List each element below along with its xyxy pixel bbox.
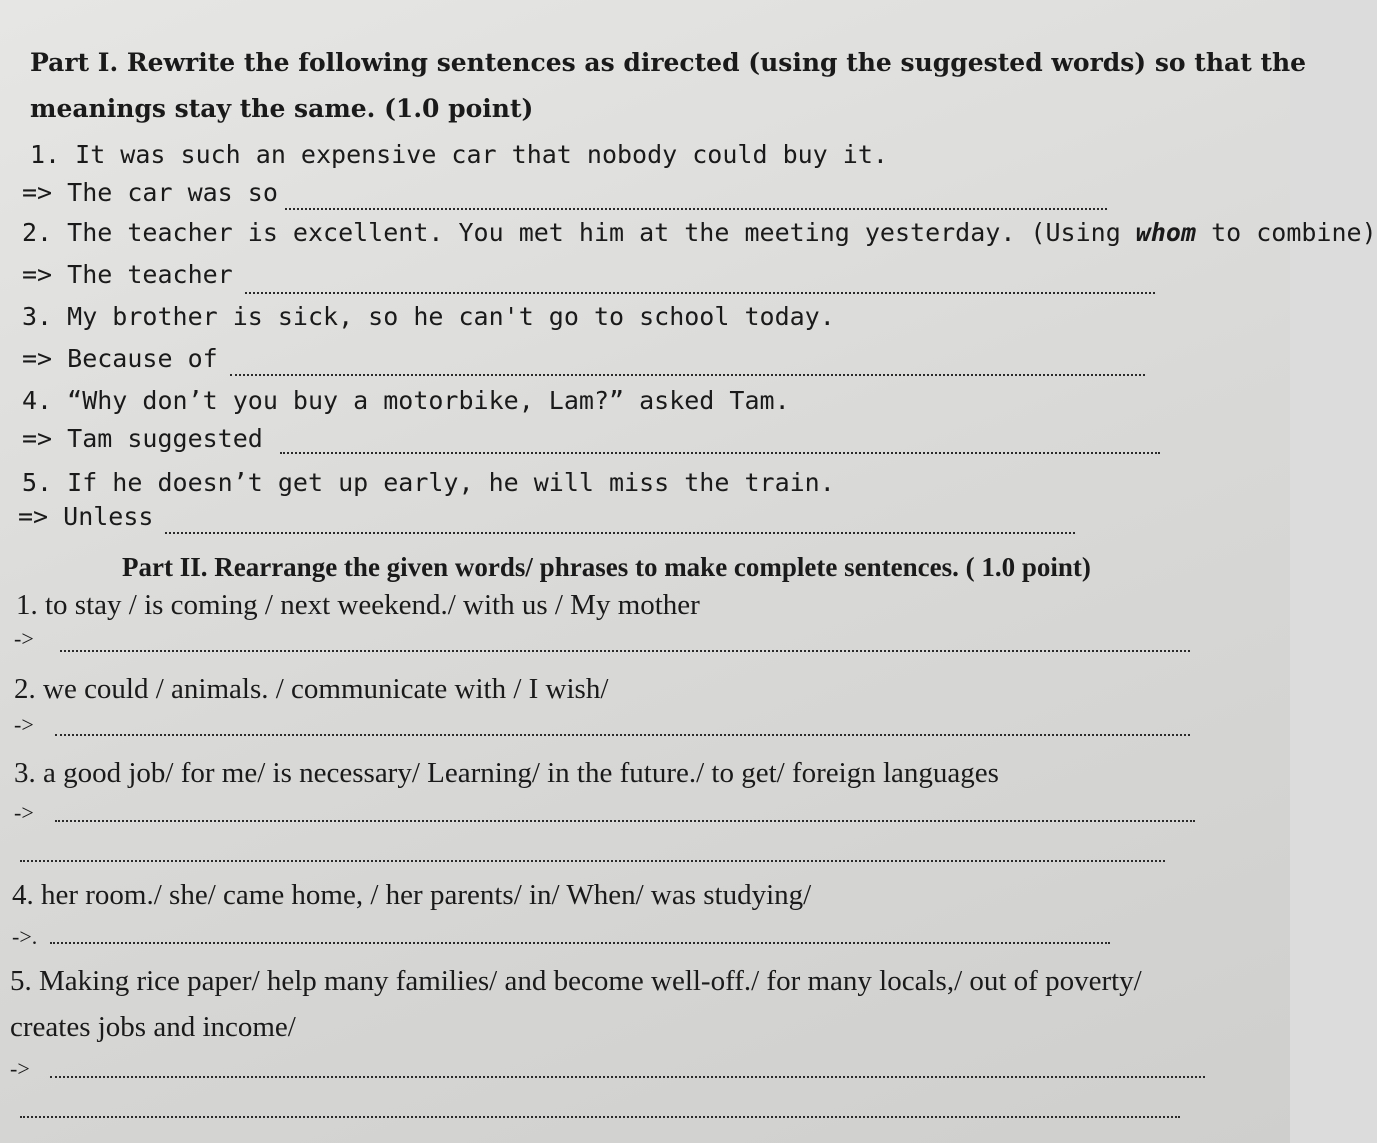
part2-question-1: 1. to stay / is coming / next weekend./ with us / My mother (16, 589, 700, 621)
arrow-prompt-2: -> (14, 712, 34, 737)
part1-answer-prompt-2: => The teacher (22, 260, 233, 289)
part1-answer-prompt-5: => Unless (18, 502, 154, 531)
part1-answer-prompt-1: => The car was so (22, 178, 278, 207)
arrow-prompt-1: -> (14, 626, 34, 651)
part2-question-5-line2: creates jobs and income/ (10, 1011, 296, 1043)
rearrange-answer-line-4 (50, 942, 1110, 944)
question-2-text: 2. The teacher is excellent. You met him at the meeting yesterday. (Using (22, 218, 1136, 247)
rearrange-answer-line-1 (60, 650, 1190, 652)
arrow-prompt-3: -> (14, 800, 34, 825)
part1-question-4: 4. “Why don’t you buy a motorbike, Lam?” asked Tam. (22, 386, 790, 415)
rearrange-answer-line-3a (55, 820, 1195, 822)
part1-question-1: 1. It was such an expensive car that nobody could buy it. (30, 140, 888, 169)
rearrange-answer-line-5b (20, 1116, 1180, 1118)
part1-heading-line2: meanings stay the same. (1.0 point) (30, 94, 534, 123)
part2-question-3: 3. a good job/ for me/ is necessary/ Learning/ in the future./ to get/ foreign languages (14, 757, 999, 789)
rearrange-answer-line-3b (20, 860, 1165, 862)
part2-question-4: 4. her room./ she/ came home, / her parents/ in/ When/ was studying/ (12, 879, 812, 911)
part1-question-2 (22, 216, 1377, 250)
question-2-text-end: to combine) (1196, 218, 1377, 247)
arrow-prompt-5: -> (10, 1056, 30, 1081)
part1-answer-prompt-4: => Tam suggested (22, 424, 263, 453)
part2-question-2: 2. we could / animals. / communicate with / I wish/ (14, 673, 609, 705)
answer-line-3 (230, 374, 1145, 376)
part1-heading-line1: Part I. Rewrite the following sentences as directed (using the suggested words) so that the (30, 48, 1307, 77)
question-2-keyword: whom (1135, 218, 1197, 247)
answer-line-2 (245, 292, 1155, 294)
part1-answer-prompt-3: => Because of (22, 344, 218, 373)
rearrange-answer-line-5a (50, 1076, 1205, 1078)
answer-line-4 (280, 452, 1160, 454)
arrow-prompt-4: ->. (12, 924, 38, 949)
part2-question-5-line1: 5. Making rice paper/ help many families/ and become well-off./ for many locals,/ out of poverty/ (10, 965, 1142, 997)
part1-question-5: 5. If he doesn’t get up early, he will miss the train. (22, 468, 835, 497)
part2-heading: Part II. Rearrange the given words/ phrases to make complete sentences. ( 1.0 point) (122, 552, 1091, 582)
answer-line-5 (165, 532, 1075, 534)
rearrange-answer-line-2 (55, 734, 1190, 736)
answer-line-1 (285, 208, 1107, 210)
part1-question-3: 3. My brother is sick, so he can't go to school today. (22, 302, 835, 331)
